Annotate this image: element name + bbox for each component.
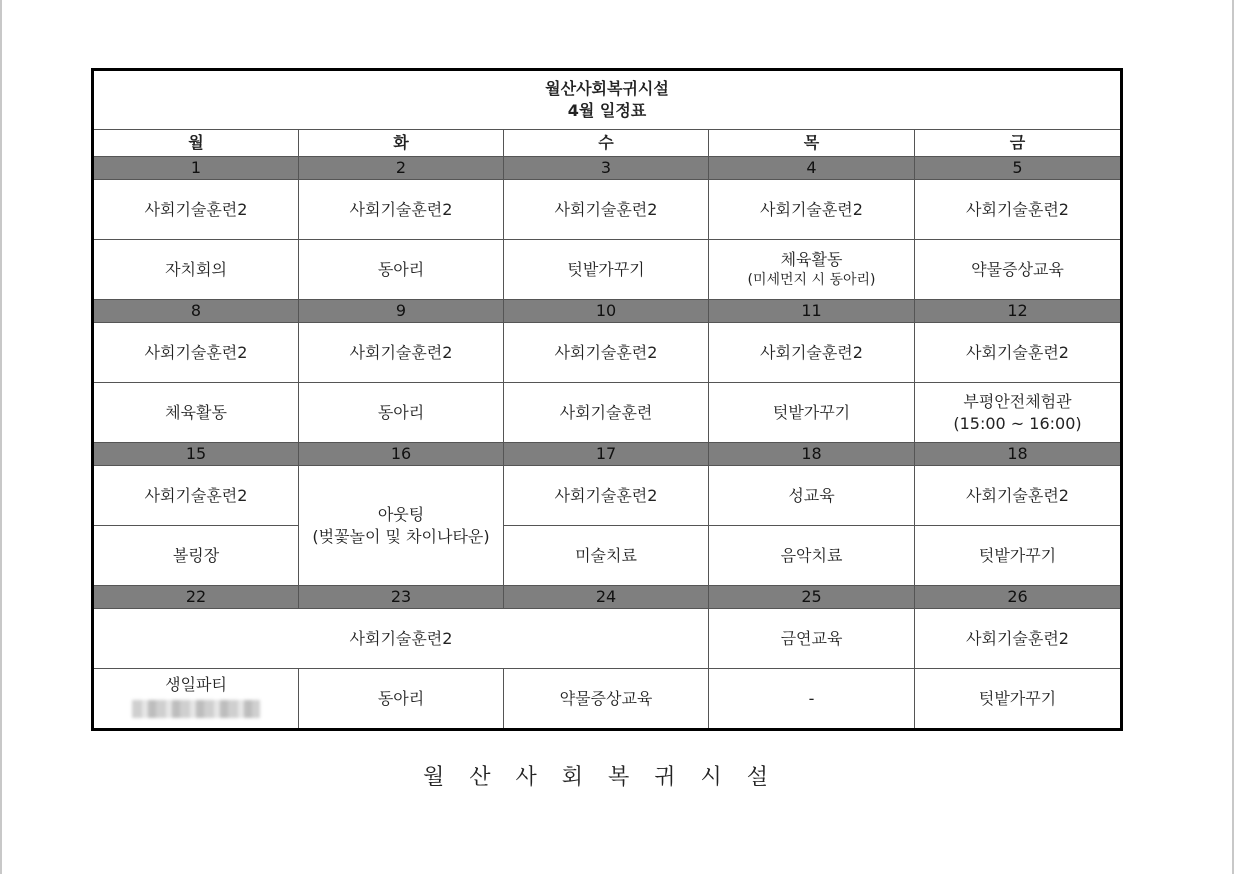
footer-org-name: 월 산 사 회 복 귀 시 설 <box>423 765 777 790</box>
activity-row <box>93 383 1122 443</box>
activity-cell: 텃밭가꾸기 <box>915 526 1122 586</box>
weekday-tue: 화 <box>299 130 504 157</box>
date-cell: 5 <box>915 157 1122 180</box>
activity-cell: 성교육 <box>709 466 915 526</box>
date-row <box>93 586 1122 609</box>
activity-row <box>93 526 1122 586</box>
date-cell: 4 <box>709 157 915 180</box>
merged-activity-cell: 사회기술훈련2 <box>93 609 709 669</box>
activity-cell: 동아리 <box>299 240 504 300</box>
weekday-mon: 월 <box>93 130 299 157</box>
date-cell: 22 <box>93 586 299 609</box>
schedule-table <box>91 68 1123 731</box>
weekday-header-row <box>93 130 1122 157</box>
activity-cell: 사회기술훈련2 <box>93 466 299 526</box>
activity-cell: 음악치료 <box>709 526 915 586</box>
activity-note: (미세먼지 시 동아리) <box>747 271 876 288</box>
activity-label: 부평안전체험관 <box>963 391 1072 411</box>
outing-note: (벚꽃놀이 및 차이나타운) <box>312 526 490 546</box>
date-cell: 11 <box>709 300 915 323</box>
outing-cell <box>299 466 504 586</box>
date-cell: 26 <box>915 586 1122 609</box>
activity-cell: 동아리 <box>299 383 504 443</box>
date-cell: 9 <box>299 300 504 323</box>
date-cell: 12 <box>915 300 1122 323</box>
date-cell: 18 <box>709 443 915 466</box>
activity-cell: 금연교육 <box>709 609 915 669</box>
date-row <box>93 300 1122 323</box>
date-cell: 23 <box>299 586 504 609</box>
activity-label: 생일파티 <box>165 674 227 694</box>
activity-row <box>93 466 1122 526</box>
date-cell: 15 <box>93 443 299 466</box>
date-cell: 2 <box>299 157 504 180</box>
weekday-fri: 금 <box>915 130 1122 157</box>
activity-cell: 사회기술훈련2 <box>709 323 915 383</box>
activity-cell: 미술치료 <box>504 526 709 586</box>
activity-row <box>93 323 1122 383</box>
date-cell: 3 <box>504 157 709 180</box>
activity-cell: 체육활동 <box>93 383 299 443</box>
activity-cell: 사회기술훈련2 <box>915 180 1122 240</box>
page-edge-left <box>0 0 2 874</box>
activity-cell: 사회기술훈련2 <box>915 323 1122 383</box>
date-cell: 18 <box>915 443 1122 466</box>
activity-cell: 텃밭가꾸기 <box>504 240 709 300</box>
activity-cell: 사회기술훈련2 <box>299 323 504 383</box>
activity-cell: 사회기술훈련2 <box>915 609 1122 669</box>
activity-cell: - <box>709 669 915 730</box>
activity-cell: 사회기술훈련2 <box>299 180 504 240</box>
activity-cell: 텃밭가꾸기 <box>709 383 915 443</box>
date-cell: 10 <box>504 300 709 323</box>
activity-cell: 사회기술훈련2 <box>93 180 299 240</box>
activity-cell: 사회기술훈련2 <box>504 180 709 240</box>
date-row <box>93 157 1122 180</box>
title-month: 4월 일정표 <box>567 101 647 120</box>
activity-cell: 동아리 <box>299 669 504 730</box>
date-cell: 1 <box>93 157 299 180</box>
activity-cell: 사회기술훈련 <box>504 383 709 443</box>
activity-cell: 사회기술훈련2 <box>504 323 709 383</box>
activity-label: 체육활동 <box>780 250 843 270</box>
date-cell: 17 <box>504 443 709 466</box>
weekday-wed: 수 <box>504 130 709 157</box>
activity-cell: 사회기술훈련2 <box>709 180 915 240</box>
title-org: 월산사회복귀시설 <box>545 79 669 99</box>
activity-cell: 사회기술훈련2 <box>93 323 299 383</box>
date-row <box>93 443 1122 466</box>
redacted-names <box>132 700 260 718</box>
activity-cell <box>915 383 1122 443</box>
schedule-title <box>93 70 1122 130</box>
activity-cell: 자치회의 <box>93 240 299 300</box>
activity-cell <box>709 240 915 300</box>
date-cell: 25 <box>709 586 915 609</box>
activity-note: (15:00 ~ 16:00) <box>953 413 1082 433</box>
date-cell: 16 <box>299 443 504 466</box>
activity-cell: 볼링장 <box>93 526 299 586</box>
activity-row <box>93 669 1122 730</box>
activity-cell: 약물증상교육 <box>915 240 1122 300</box>
activity-cell: 약물증상교육 <box>504 669 709 730</box>
activity-cell: 텃밭가꾸기 <box>915 669 1122 730</box>
activity-cell <box>93 669 299 730</box>
weekday-thu: 목 <box>709 130 915 157</box>
date-cell: 8 <box>93 300 299 323</box>
outing-label: 아웃팅 <box>377 504 425 524</box>
activity-cell: 사회기술훈련2 <box>504 466 709 526</box>
activity-row <box>93 240 1122 300</box>
activity-row <box>93 609 1122 669</box>
date-cell: 24 <box>504 586 709 609</box>
activity-row <box>93 180 1122 240</box>
activity-cell: 사회기술훈련2 <box>915 466 1122 526</box>
